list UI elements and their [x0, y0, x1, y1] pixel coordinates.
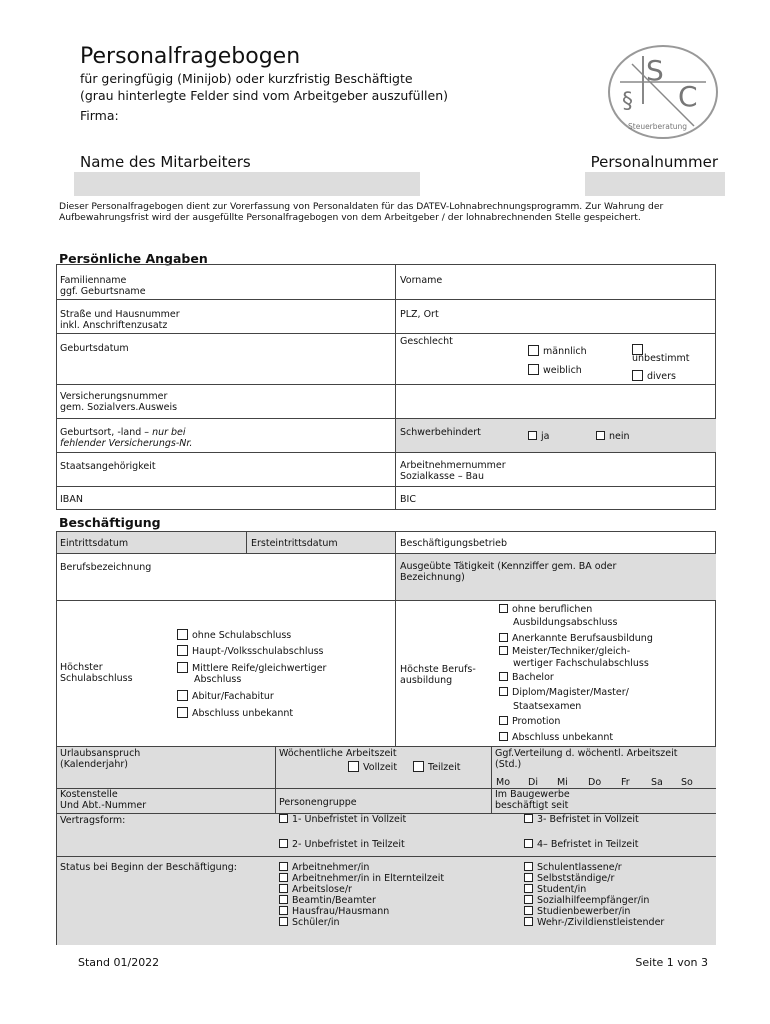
schul-label-2: Schulabschluss [60, 673, 133, 684]
footer-seite: Seite 1 von 3 [635, 956, 708, 969]
logo-letter-s: S [646, 54, 664, 87]
checkbox-icon[interactable] [499, 716, 508, 725]
subtitle-2: (grau hinterlegte Felder sind vom Arbeitgeber auszufüllen) [80, 88, 449, 103]
section-job-heading: Beschäftigung [59, 515, 161, 530]
checkbox-icon[interactable] [177, 662, 188, 673]
versnr2-label: gem. Sozialvers.Ausweis [60, 402, 178, 413]
ersteintritt-label: Ersteintrittsdatum [251, 538, 338, 549]
firma-label: Firma: [80, 108, 119, 123]
schul-option-0[interactable]: ohne Schulabschluss [177, 629, 291, 641]
checkbox-icon[interactable] [524, 873, 533, 882]
section-personal-heading: Persönliche Angaben [59, 251, 208, 266]
checkbox-icon[interactable] [499, 646, 508, 655]
verteilung-label-1: Ggf.Verteilung d. wöchentl. Arbeitszeit [495, 748, 678, 759]
option-maennlich[interactable]: männlich [528, 345, 587, 357]
checkbox-icon[interactable] [524, 862, 533, 871]
checkbox-icon[interactable] [632, 370, 643, 381]
staat-label: Staatsangehörigkeit [60, 461, 156, 472]
geburtsort-italic: nur bei [152, 427, 186, 438]
kosten-label-2: Und Abt.-Nummer [60, 800, 147, 811]
sozialkasse-label: Sozialkasse – Bau [400, 471, 484, 482]
bic-label: BIC [400, 494, 416, 505]
schwerbehindert-label: Schwerbehindert [400, 427, 481, 438]
schul-option-1[interactable]: Haupt-/Volksschulabschluss [177, 645, 324, 657]
schul-label-1: Höchster [60, 662, 103, 673]
checkbox-icon[interactable] [499, 687, 508, 696]
status-option[interactable]: Wehr-/Zivildienstleistender [524, 917, 664, 928]
day-fr: Fr [621, 777, 630, 788]
checkbox-icon[interactable] [499, 672, 508, 681]
schul-option-2-cont: Abschluss [194, 674, 242, 685]
checkbox-icon[interactable] [528, 431, 537, 440]
checkbox-icon[interactable] [279, 906, 288, 915]
vertrag-option-2[interactable]: 2- Unbefristet in Teilzeit [279, 839, 405, 850]
beruf-option-3[interactable]: Bachelor [499, 672, 554, 683]
strasse-label: Straße und Hausnummer [60, 309, 180, 320]
checkbox-icon[interactable] [413, 761, 424, 772]
checkbox-icon[interactable] [279, 839, 288, 848]
taetigkeit-label: Ausgeübte Tätigkeit (Kennziffer gem. BA oder Bezeichnung) [400, 561, 617, 583]
beruf-option-5[interactable]: Promotion [499, 716, 560, 727]
urlaub-label-1: Urlaubsanspruch [60, 748, 141, 759]
woche-label: Wöchentliche Arbeitszeit [279, 748, 397, 759]
status-option[interactable]: Student/in [524, 884, 664, 895]
geburtsdatum-label: Geburtsdatum [60, 343, 129, 354]
bau-label-2: beschäftigt seit [495, 800, 569, 811]
status-option[interactable]: Schulentlassene/r [524, 862, 664, 873]
vertrag-option-3[interactable]: 3- Befristet in Vollzeit [524, 814, 639, 825]
beruf-ausb-label-2: ausbildung [400, 675, 453, 686]
checkbox-icon[interactable] [177, 645, 188, 656]
status-option[interactable]: Sozialhilfeempfänger/in [524, 895, 664, 906]
checkbox-icon[interactable] [279, 873, 288, 882]
name-label: Name des Mitarbeiters [80, 153, 251, 171]
urlaub-label-2: (Kalenderjahr) [60, 759, 128, 770]
day-so: So [681, 777, 693, 788]
job-table [56, 531, 716, 945]
beruf-option-2[interactable]: Meister/Techniker/gleich- [499, 646, 630, 657]
day-mi: Mi [557, 777, 568, 788]
familienname-label: Familienname [60, 275, 127, 286]
checkbox-icon[interactable] [524, 917, 533, 926]
status-left-list [279, 862, 444, 928]
option-divers[interactable]: divers [632, 370, 676, 382]
vertrag-option-4[interactable]: 4– Befristet in Teilzeit [524, 839, 639, 850]
vertrag-label: Vertragsform: [60, 815, 126, 826]
vertrag-option-1[interactable]: 1- Unbefristet in Vollzeit [279, 814, 406, 825]
schul-option-2[interactable]: Mittlere Reife/gleichwertiger [177, 662, 326, 674]
status-option[interactable]: Hausfrau/Hausmann [279, 906, 444, 917]
geschlecht-label: Geschlecht [400, 336, 453, 347]
status-option[interactable]: Schüler/in [279, 917, 444, 928]
checkbox-icon[interactable] [596, 431, 605, 440]
vorname-label: Vorname [400, 275, 443, 286]
geburtsort2-label: fehlender Versicherungs-Nr. [60, 438, 193, 449]
logo-paragraph: § [622, 89, 633, 114]
checkbox-icon[interactable] [528, 364, 539, 375]
checkbox-icon[interactable] [499, 732, 508, 741]
beruf-option-2-cont: wertiger Fachschulabschluss [513, 658, 649, 669]
status-option[interactable]: Selbstständige/r [524, 873, 664, 884]
schul-option-4[interactable]: Abschluss unbekannt [177, 707, 293, 719]
status-label: Status bei Beginn der Beschäftigung: [60, 862, 237, 873]
unbestimmt-label: unbestimmt [632, 353, 690, 364]
name-field[interactable] [74, 172, 420, 196]
day-do: Do [588, 777, 602, 788]
beruf-option-1[interactable]: Anerkannte Berufsausbildung [499, 633, 653, 644]
checkbox-icon[interactable] [177, 690, 188, 701]
beruf-ausb-label-1: Höchste Berufs- [400, 664, 476, 675]
bau-label-1: Im Baugewerbe [495, 789, 570, 800]
status-option[interactable]: Arbeitnehmer/in in Elternteilzeit [279, 873, 444, 884]
checkbox-icon[interactable] [524, 814, 533, 823]
status-option[interactable]: Beamtin/Beamter [279, 895, 444, 906]
intro-text: Dieser Personalfragebogen dient zur Vorerfassung von Personaldaten für das DATEV-Lohnabrechnungsprogramm. Zur Wahrung der Aufbewahrungsfrist wird der ausgefüllte Personalfragebogen von dem Arbeitgeber / der lohnabrechnenden Stelle gespeichert. [59, 201, 664, 223]
geburtsort-label: Geburtsort, -land – [60, 427, 150, 438]
subtitle-1: für geringfügig (Minijob) oder kurzfristig Beschäftigte [80, 71, 413, 86]
status-option[interactable]: Studienbewerber/in [524, 906, 664, 917]
personalnummer-label: Personalnummer [590, 153, 718, 171]
checkbox-icon[interactable] [348, 761, 359, 772]
betrieb-label: Beschäftigungsbetrieb [400, 538, 507, 549]
iban-label: IBAN [60, 494, 83, 505]
checkbox-icon[interactable] [279, 814, 288, 823]
verteilung-label-2: (Std.) [495, 759, 522, 770]
anschrift-label: inkl. Anschriftenzusatz [60, 320, 168, 331]
option-ja[interactable]: ja [528, 431, 549, 442]
option-nein[interactable]: nein [596, 431, 630, 442]
status-option[interactable]: Arbeitslose/r [279, 884, 444, 895]
day-di: Di [528, 777, 538, 788]
beruf-option-0-cont: Ausbildungsabschluss [513, 617, 618, 628]
option-vollzeit[interactable]: Vollzeit [348, 761, 397, 773]
personal-table [56, 264, 716, 510]
plz-label: PLZ, Ort [400, 309, 439, 320]
checkbox-icon[interactable] [279, 895, 288, 904]
checkbox-icon[interactable] [279, 884, 288, 893]
company-logo [606, 42, 720, 142]
checkbox-icon[interactable] [177, 629, 188, 640]
beruf-option-4[interactable]: Diplom/Magister/Master/ [499, 687, 629, 698]
logo-text: Steuerberatung [628, 122, 688, 131]
checkbox-icon[interactable] [279, 917, 288, 926]
versnr-label: Versicherungsnummer [60, 391, 168, 402]
status-right-list [524, 862, 664, 928]
eintritt-label: Eintrittsdatum [60, 538, 129, 549]
beruf-option-4-cont: Staatsexamen [513, 701, 582, 712]
checkbox-icon[interactable] [524, 839, 533, 848]
day-sa: Sa [651, 777, 663, 788]
checkbox-icon[interactable] [499, 633, 508, 642]
logo-letter-c: C [678, 80, 698, 113]
checkbox-icon[interactable] [524, 884, 533, 893]
option-weiblich[interactable]: weiblich [528, 364, 582, 376]
status-option[interactable]: Arbeitnehmer/in [279, 862, 444, 873]
page-title: Personalfragebogen [80, 44, 301, 69]
kosten-label-1: Kostenstelle [60, 789, 118, 800]
footer-stand: Stand 01/2022 [78, 956, 160, 969]
schul-option-3[interactable]: Abitur/Fachabitur [177, 690, 274, 702]
day-mo: Mo [496, 777, 511, 788]
personengruppe-label: Personengruppe [279, 797, 357, 808]
checkbox-icon[interactable] [499, 604, 508, 613]
checkbox-icon[interactable] [524, 906, 533, 915]
personalnummer-field[interactable] [585, 172, 725, 196]
checkbox-icon[interactable] [524, 895, 533, 904]
checkbox-icon[interactable] [528, 345, 539, 356]
beruf-label: Berufsbezeichnung [60, 562, 152, 573]
checkbox-icon[interactable] [279, 862, 288, 871]
beruf-option-6[interactable]: Abschluss unbekannt [499, 732, 613, 743]
beruf-option-0[interactable]: ohne beruflichen [499, 604, 592, 615]
option-teilzeit[interactable]: Teilzeit [413, 761, 461, 773]
arbeitnehmernr-label: Arbeitnehmernummer [400, 460, 506, 471]
geburtsname-label: ggf. Geburtsname [60, 286, 146, 297]
checkbox-icon[interactable] [177, 707, 188, 718]
